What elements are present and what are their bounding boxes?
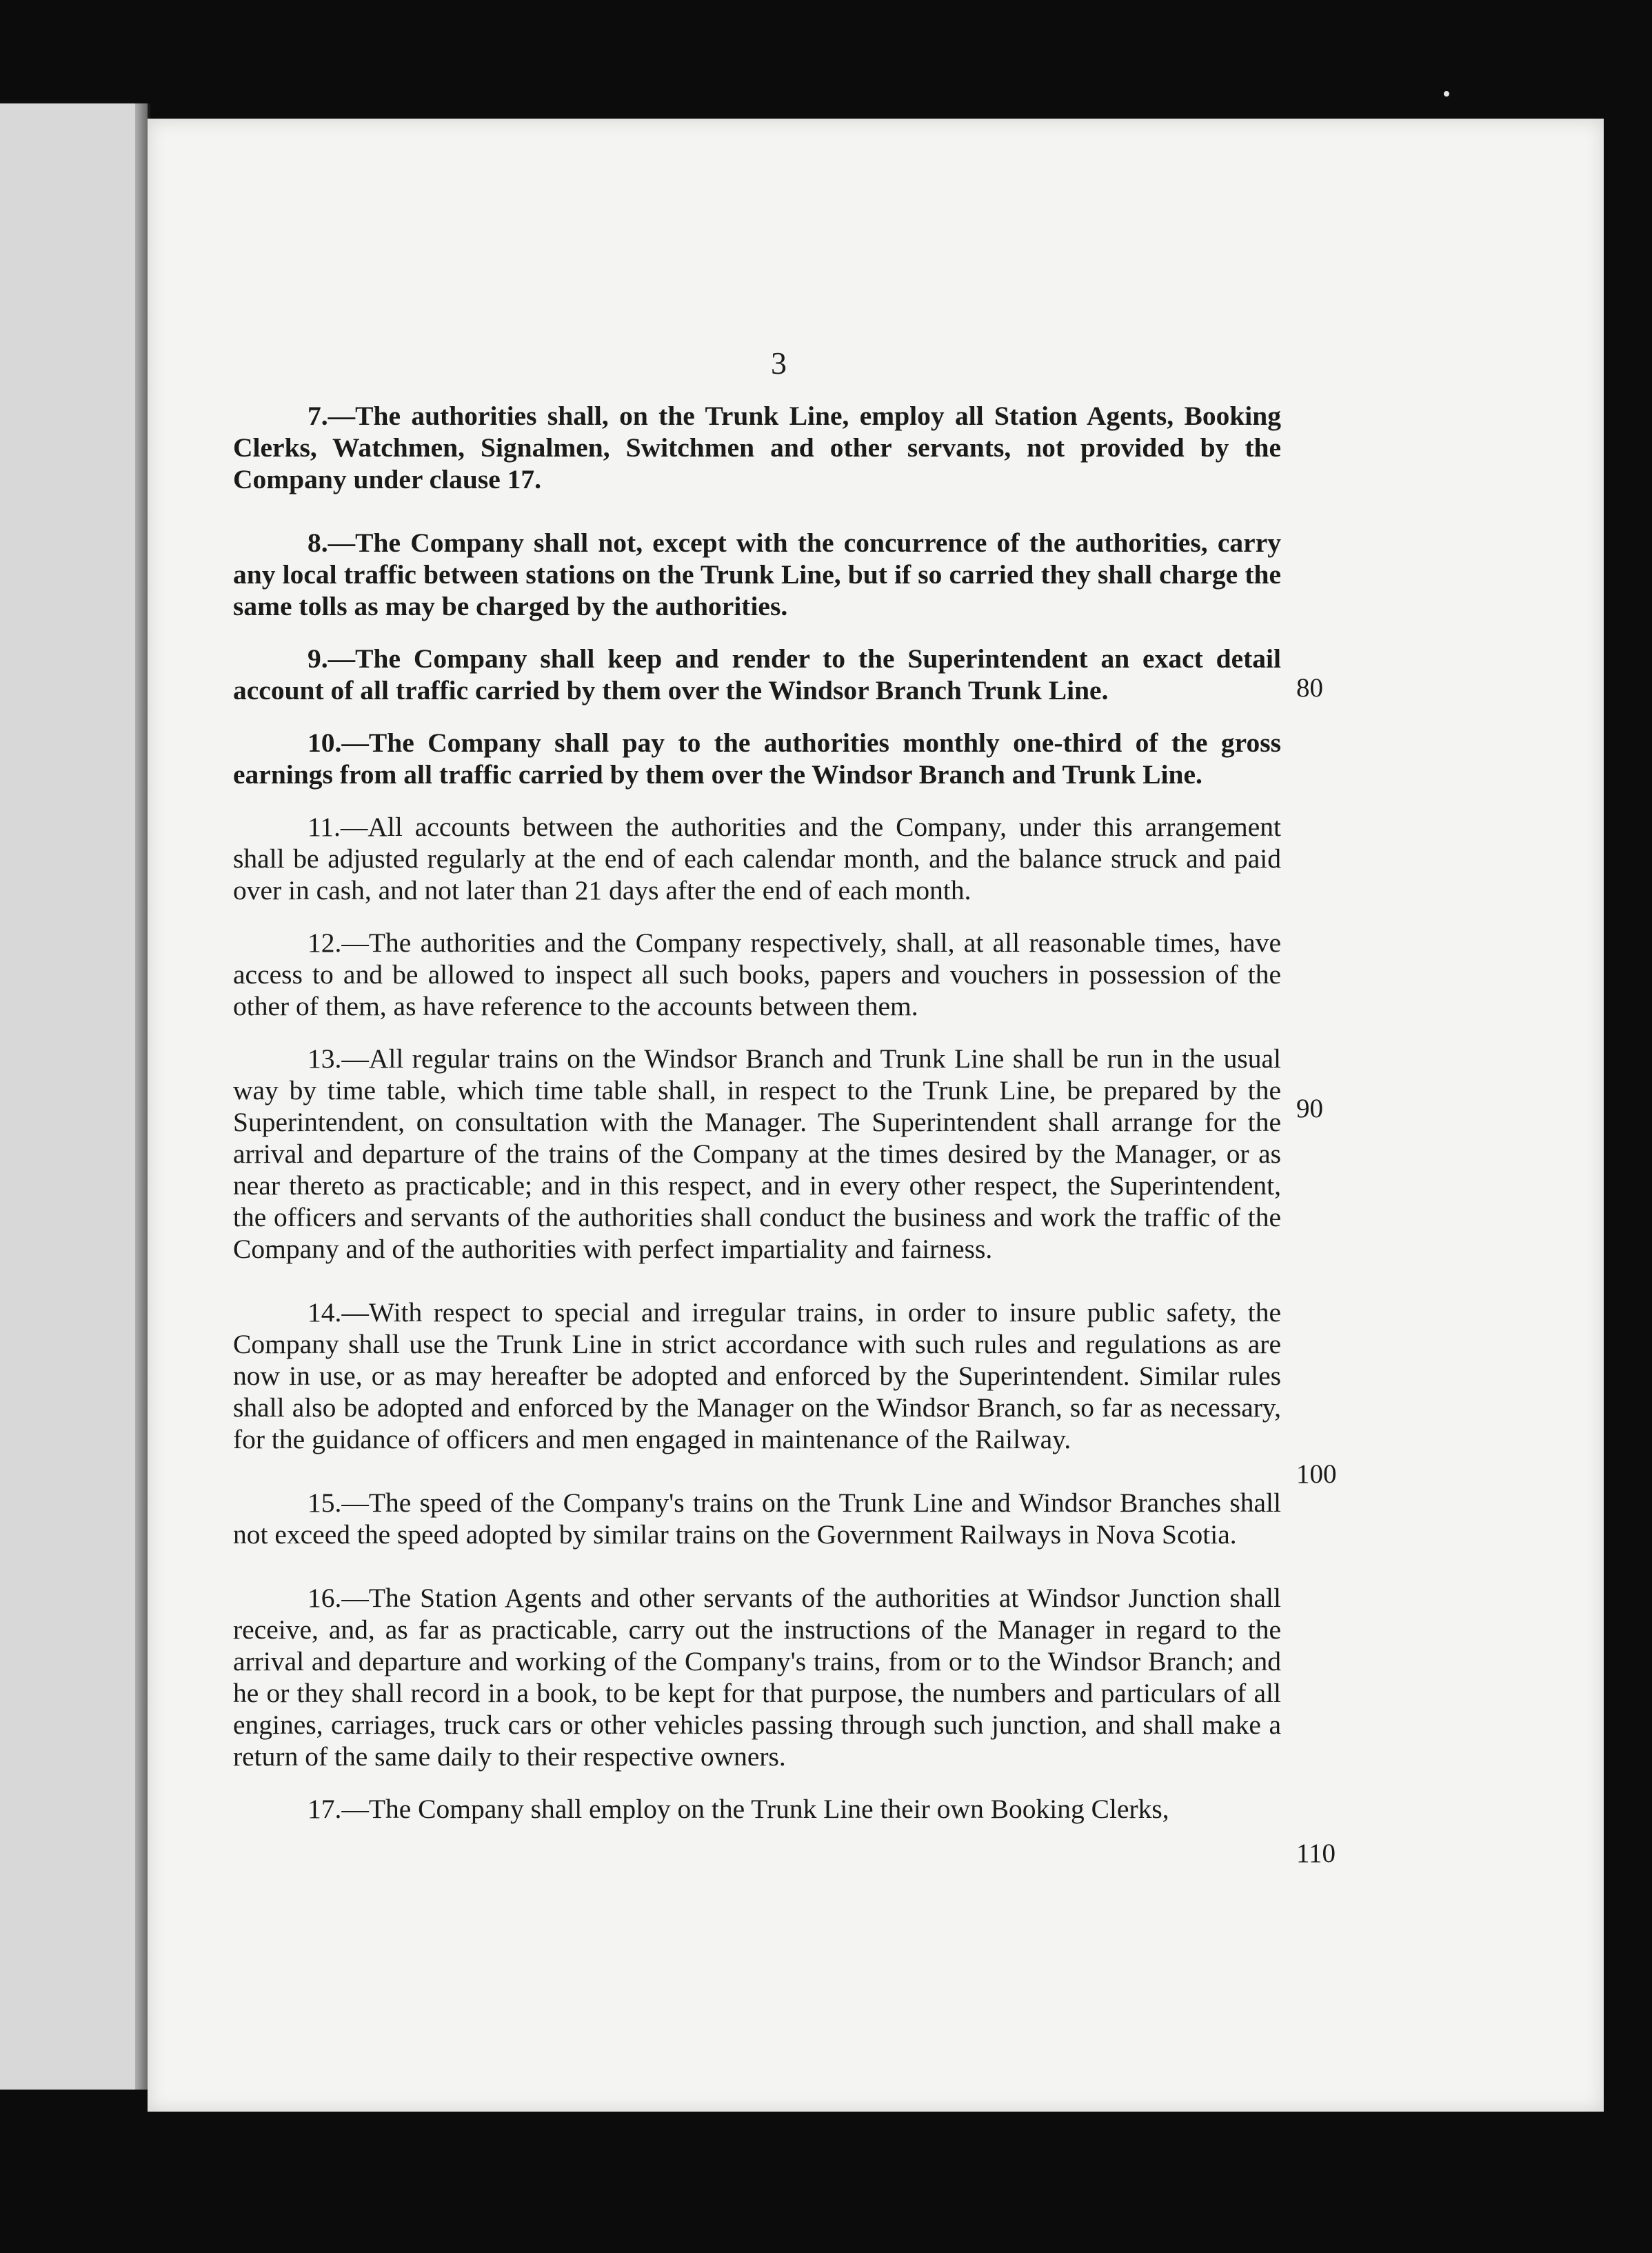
left-page-edge xyxy=(0,103,150,2090)
page-number: 3 xyxy=(771,346,787,381)
line-number-100: 100 xyxy=(1296,1459,1337,1489)
clause-9: 9.—The Company shall keep and render to the Superintendent an exact detail account of all traffic carried by them over the Windsor Branch Trunk Line. xyxy=(233,643,1281,705)
clause-16: 16.—The Station Agents and other servants of the authorities at Windsor Junction shall receive, and, as far as practicable, carry out the instructions of the Manager in regard to the arrival and departure and working of the Company's trains, from or to the Windsor Branch; and he or they shall record in a book, to be kept for that purpose, the numbers and particulars of all engines, carriages, truck cars or other vehicles passing through such junction, and shall make a return of the same daily to their respective owners. xyxy=(233,1583,1281,1772)
clause-12: 12.—The authorities and the Company respectively, shall, at all reasonable times, have access to and be allowed to inspect all such books, papers and vouchers in possession of the other of them, as have reference to the accounts between them. xyxy=(233,928,1281,1021)
clause-8: 8.—The Company shall not, except with the concurrence of the authorities, carry any local traffic between stations on the Trunk Line, but if so carried they shall charge the same tolls as may be charged by the authorities. xyxy=(233,528,1281,621)
clause-11: 11.—All accounts between the authorities and the Company, under this arrangement shall be adjusted regularly at the end of each calendar month, and the balance struck and paid over in cash, and not later than 21 days after the end of each month. xyxy=(233,812,1281,905)
body-text xyxy=(233,400,1281,1825)
page-gutter-shadow xyxy=(135,103,148,2090)
clause-14: 14.—With respect to special and irregular trains, in order to insure public safety, the Company shall use the Trunk Line in strict accordance with such rules and regulations as are now in use, or as may hereafter be adopted and enforced by the Superintendent. Similar rules shall also be adopted and enforced by the Manager on the Windsor Branch, so far as necessary, for the guidance of officers and men engaged in maintenance of the Railway. xyxy=(233,1297,1281,1454)
dust-speck xyxy=(1444,91,1449,97)
line-number-90: 90 xyxy=(1296,1094,1323,1123)
clause-17: 17.—The Company shall employ on the Trunk Line their own Booking Clerks, xyxy=(308,1794,1169,1824)
clause-15: 15.—The speed of the Company's trains on the Trunk Line and Windsor Branches shall not exceed the speed adopted by similar trains on the Government Railways in Nova Scotia. xyxy=(233,1488,1281,1550)
clause-7: 7.—The authorities shall, on the Trunk Line, employ all Station Agents, Booking Clerks, Watchmen, Signalmen, Switchmen and other servants, not provided by the Company under clause 17. xyxy=(233,401,1281,494)
clause-13: 13.—All regular trains on the Windsor Branch and Trunk Line shall be run in the usual way by time table, which time table shall, in respect to the Trunk Line, be prepared by the Superintendent, on consultation with the Manager. The Superintendent shall arrange for the arrival and departure of the trains of the Company at the times desired by the Manager, or as near thereto as practicable; and in this respect, and in every other respect, the Superintendent, the officers and servants of the authorities shall conduct the business and work the traffic of the Company and of the authorities with perfect impartiality and fairness. xyxy=(233,1043,1281,1264)
line-number-110: 110 xyxy=(1296,1839,1336,1868)
clause-10: 10.—The Company shall pay to the authorities monthly one-third of the gross earnings from all traffic carried by them over the Windsor Branch and Trunk Line. xyxy=(233,728,1281,790)
line-number-80: 80 xyxy=(1296,673,1323,703)
